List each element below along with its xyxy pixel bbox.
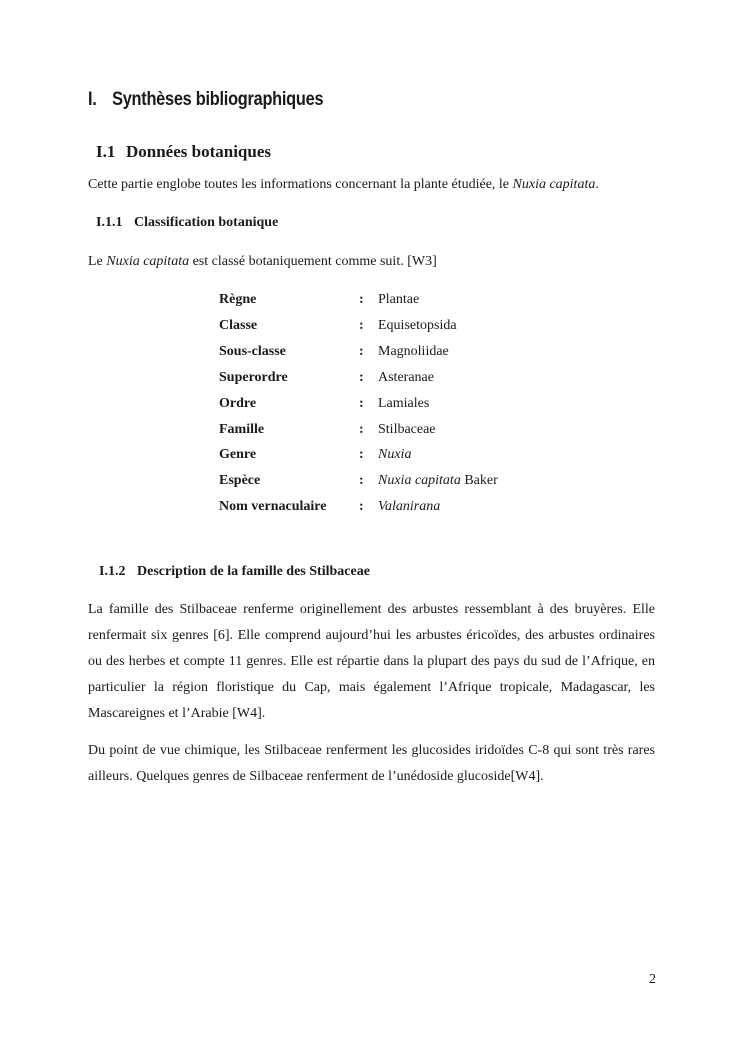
classification-sentence	[88, 249, 437, 275]
description-paragraph-1: La famille des Stilbaceae renferme originellement des arbustes ressemblant à des bruyères. Elle renfermait six genres [6]. Elle comprend aujourd’hui les arbustes éricoïdes, des arbustes ordinaires ou des herbes et compte 11 genres. Elle est répartie dans la plupart des pays du sud de l’Afrique, en particulier la région floristique du Cap, mais également l’Afrique tropicale, Madagascar, les Mascareignes et l’Arabie [W4].	[88, 602, 655, 721]
row-value-text: Stilbaceae	[378, 422, 436, 437]
row-label: Genre	[219, 447, 257, 462]
row-value-text: Lamiales	[378, 396, 430, 411]
row-label: Classe	[219, 318, 258, 333]
row-value-text: Plantae	[378, 292, 420, 307]
row-value-text: Magnoliidae	[378, 344, 449, 359]
row-label: Espèce	[219, 473, 261, 488]
row-separator: :	[359, 473, 364, 488]
row-separator: :	[359, 370, 364, 385]
intro-text: Cette partie englobe toutes les informations concernant la plante étudiée, le	[88, 177, 513, 192]
row-value	[378, 339, 449, 365]
row-value-author: Baker	[460, 473, 498, 488]
subsection-number: I.1.2	[99, 564, 126, 579]
row-separator: :	[359, 292, 364, 307]
row-separator: :	[359, 344, 364, 359]
subsection-heading-description	[99, 564, 370, 580]
row-label: Sous-classe	[219, 344, 286, 359]
section-heading	[96, 142, 271, 162]
row-label: Nom vernaculaire	[219, 499, 327, 514]
subsection-number: I.1.1	[96, 215, 123, 230]
row-label: Règne	[219, 292, 257, 307]
intro-paragraph	[88, 172, 599, 198]
section-number: I.1	[96, 142, 116, 161]
row-value-text: Asteranae	[378, 370, 434, 385]
row-label: Famille	[219, 422, 265, 437]
row-value-text: Valanirana	[378, 499, 441, 514]
intro-period: .	[595, 177, 599, 192]
chapter-title: Synthèses bibliographiques	[112, 89, 324, 110]
row-value	[378, 313, 457, 339]
row-value-text: Nuxia capitata	[378, 473, 461, 488]
row-separator: :	[359, 422, 364, 437]
row-value	[378, 287, 419, 313]
page-number: 2	[649, 972, 656, 987]
description-paragraph-2: Du point de vue chimique, les Stilbaceae renferment les glucosides iridoïdes C-8 qui sont très rares ailleurs. Quelques genres de Silbaceae renferment de l’unédoside glucoside[W4].	[88, 743, 655, 784]
subsection-title: Classification botanique	[134, 215, 279, 230]
row-label: Ordre	[219, 396, 257, 411]
row-value-text: Equisetopsida	[378, 318, 457, 333]
row-value	[378, 468, 498, 494]
sentence-text: Le	[88, 254, 107, 269]
row-value	[378, 365, 434, 391]
row-label: Superordre	[219, 370, 288, 385]
row-value	[378, 417, 436, 443]
row-value	[378, 391, 429, 417]
intro-species-name: Nuxia capitata	[512, 177, 596, 192]
row-separator: :	[359, 318, 364, 333]
row-value	[378, 442, 411, 468]
row-value-text: Nuxia	[378, 447, 412, 462]
chapter-number: I.	[88, 89, 97, 110]
sentence-text-end: est classé botaniquement comme suit. [W3]	[189, 254, 437, 269]
subsection-heading-classification	[96, 215, 278, 231]
chapter-heading	[88, 89, 323, 111]
subsection-title: Description de la famille des Stilbaceae	[137, 564, 370, 579]
row-separator: :	[359, 447, 364, 462]
row-value	[378, 494, 440, 520]
row-separator: :	[359, 396, 364, 411]
sentence-species-name: Nuxia capitata	[106, 254, 190, 269]
row-separator: :	[359, 499, 364, 514]
section-title: Données botaniques	[126, 142, 272, 161]
